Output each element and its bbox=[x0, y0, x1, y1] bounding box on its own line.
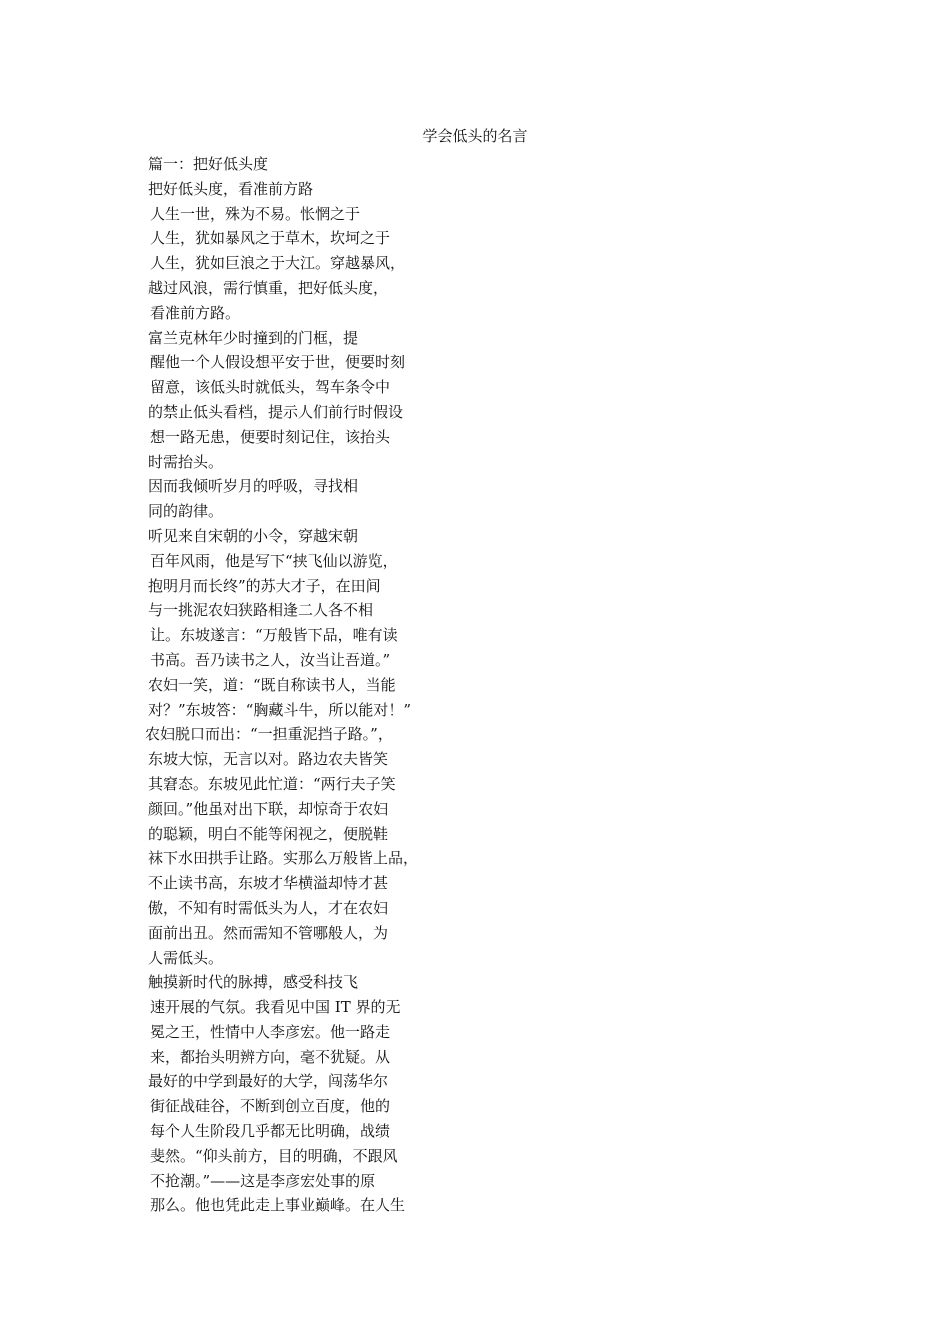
document-body bbox=[145, 152, 478, 1218]
text-line: 人生一世，殊为不易。怅惘之于 bbox=[150, 204, 361, 223]
text-line: 人生，犹如巨浪之于大江。穿越暴风， bbox=[150, 254, 406, 273]
text-line: 东坡大惊，无言以对。路边农夫皆笑 bbox=[148, 750, 389, 769]
text-line: 不抢潮。”——这是李彦宏处事的原 bbox=[150, 1171, 376, 1190]
text-line: 袜下水田拱手让路。实那么万般皆上品， bbox=[148, 849, 419, 868]
text-line: 留意，该低头时就低头，驾车条令中 bbox=[150, 378, 391, 397]
text-line: 不止读书高，东坡才华横溢却恃才甚 bbox=[148, 874, 389, 893]
text-line: 其窘态。东坡见此忙道：“两行夫子笑 bbox=[148, 774, 396, 793]
text-line: 对？”东坡答：“胸藏斗牛，所以能对！” bbox=[148, 700, 412, 719]
text-line: 醒他一个人假设想平安于世，便要时刻 bbox=[150, 353, 406, 372]
text-line: 看准前方路。 bbox=[150, 303, 241, 322]
text-line: 速开展的气氛。我看见中国 IT 界的无 bbox=[150, 998, 401, 1017]
text-line: 来，都抬头明辨方向，毫不犹疑。从 bbox=[150, 1047, 391, 1066]
text-line: 面前出丑。然而需知不管哪般人，为 bbox=[148, 923, 389, 942]
text-line: 的聪颖，明白不能等闲视之，便脱鞋 bbox=[148, 824, 389, 843]
text-line: 因而我倾听岁月的呼吸，寻找相 bbox=[148, 477, 359, 496]
text-line: 颜回。”他虽对出下联，却惊奇于农妇 bbox=[148, 799, 389, 818]
text-line: 让。东坡遂言：“万般皆下品，唯有读 bbox=[150, 626, 398, 645]
text-line: 那么。他也凭此走上事业巅峰。在人生 bbox=[150, 1196, 406, 1215]
text-line: 篇一：把好低头度 bbox=[148, 155, 269, 173]
text-line: 书高。吾乃读书之人，汝当让吾道。” bbox=[150, 650, 391, 669]
text-line: 傲，不知有时需低头为人，才在农妇 bbox=[148, 898, 389, 917]
text-line: 想一路无患，便要时刻记住，该抬头 bbox=[150, 427, 391, 446]
text-line: 人需低头。 bbox=[148, 948, 224, 967]
text-line: 农妇脱口而出：“一担重泥挡子路。”， bbox=[145, 725, 393, 744]
text-line: 百年风雨，他是写下“挟飞仙以游览， bbox=[150, 551, 398, 570]
text-line: 时需抬头。 bbox=[148, 452, 224, 471]
text-line: 把好低头度，看准前方路 bbox=[148, 179, 314, 198]
text-line: 人生，犹如暴风之于草木，坎坷之于 bbox=[150, 229, 391, 248]
text-line: 斐然。“仰头前方，目的明确，不跟风 bbox=[150, 1146, 398, 1165]
text-line: 街征战硅谷，不断到创立百度，他的 bbox=[150, 1097, 391, 1116]
text-line: 抱明月而长终”的苏大才子，在田间 bbox=[148, 576, 381, 595]
text-line: 富兰克林年少时撞到的门框，提 bbox=[148, 328, 359, 347]
text-line: 触摸新时代的脉搏，感受科技飞 bbox=[148, 973, 359, 992]
text-line: 农妇一笑，道：“既自称读书人，当能 bbox=[148, 675, 396, 694]
text-line: 越过风浪，需行慎重，把好低头度， bbox=[148, 278, 389, 297]
document-title: 学会低头的名言 bbox=[422, 127, 528, 145]
text-line: 每个人生阶段几乎都无比明确，战绩 bbox=[150, 1122, 391, 1141]
text-line: 听见来自宋朝的小令，穿越宋朝 bbox=[148, 526, 359, 545]
text-line: 最好的中学到最好的大学，闯荡华尔 bbox=[148, 1072, 389, 1091]
text-line: 与一挑泥农妇狭路相逢二人各不相 bbox=[148, 601, 374, 620]
text-line: 的禁止低头看档，提示人们前行时假设 bbox=[148, 402, 404, 421]
text-line: 冕之王，性情中人李彦宏。他一路走 bbox=[150, 1022, 391, 1041]
text-line: 同的韵律。 bbox=[148, 502, 224, 521]
